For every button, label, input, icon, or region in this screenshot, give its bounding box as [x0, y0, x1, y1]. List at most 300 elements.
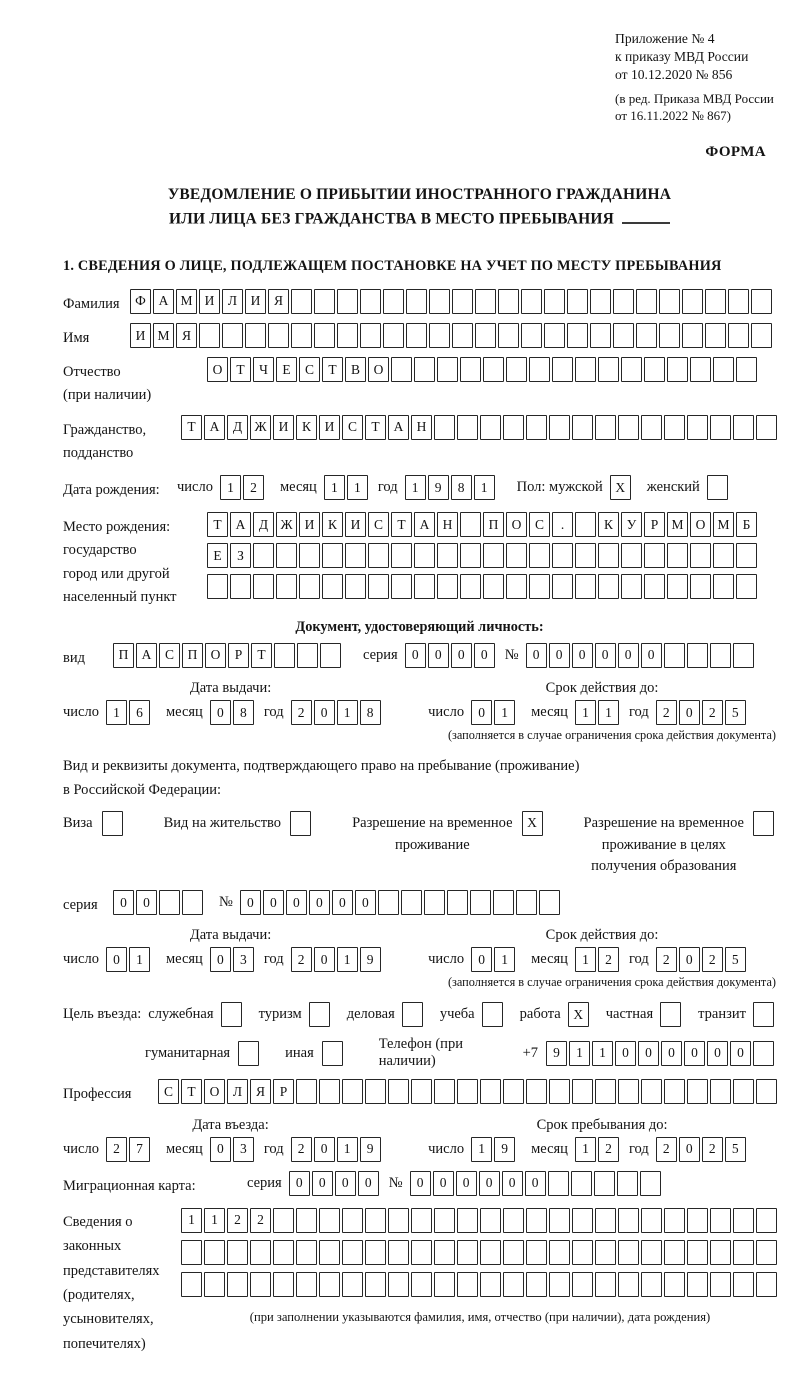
- char-box[interactable]: 8: [451, 475, 472, 500]
- char-box[interactable]: Е: [276, 357, 297, 382]
- char-box[interactable]: [575, 574, 596, 599]
- char-box[interactable]: 0: [679, 947, 700, 972]
- char-box[interactable]: Н: [411, 415, 432, 440]
- char-box[interactable]: 2: [291, 700, 312, 725]
- char-box[interactable]: [227, 1240, 248, 1265]
- char-box[interactable]: 8: [360, 700, 381, 725]
- char-box[interactable]: 0: [479, 1171, 500, 1196]
- char-box[interactable]: [365, 1240, 386, 1265]
- char-box[interactable]: [475, 289, 496, 314]
- char-box[interactable]: 0: [641, 643, 662, 668]
- purpose-humanitarian-checkbox[interactable]: [238, 1041, 259, 1066]
- char-box[interactable]: Ж: [250, 415, 271, 440]
- char-box[interactable]: [434, 1272, 455, 1297]
- char-box[interactable]: [457, 415, 478, 440]
- char-box[interactable]: Б: [736, 512, 757, 537]
- char-box[interactable]: [457, 1079, 478, 1104]
- char-box[interactable]: [598, 543, 619, 568]
- char-box[interactable]: [181, 1240, 202, 1265]
- char-box[interactable]: [659, 323, 680, 348]
- char-box[interactable]: [621, 357, 642, 382]
- char-box[interactable]: О: [368, 357, 389, 382]
- char-box[interactable]: 2: [291, 1137, 312, 1162]
- char-box[interactable]: 3: [233, 1137, 254, 1162]
- char-box[interactable]: 0: [679, 700, 700, 725]
- char-box[interactable]: [365, 1079, 386, 1104]
- char-box[interactable]: 0: [405, 643, 426, 668]
- char-box[interactable]: Я: [268, 289, 289, 314]
- char-box[interactable]: [437, 574, 458, 599]
- char-box[interactable]: [641, 1208, 662, 1233]
- char-box[interactable]: 0: [210, 1137, 231, 1162]
- char-box[interactable]: Ч: [253, 357, 274, 382]
- char-box[interactable]: 0: [471, 947, 492, 972]
- char-box[interactable]: [299, 543, 320, 568]
- char-box[interactable]: [457, 1240, 478, 1265]
- char-box[interactable]: [552, 574, 573, 599]
- char-box[interactable]: 0: [289, 1171, 310, 1196]
- char-box[interactable]: [414, 357, 435, 382]
- purpose-official-checkbox[interactable]: [221, 1002, 242, 1027]
- char-box[interactable]: 1: [324, 475, 345, 500]
- char-box[interactable]: [529, 543, 550, 568]
- char-box[interactable]: 0: [136, 890, 157, 915]
- char-box[interactable]: [728, 289, 749, 314]
- char-box[interactable]: [756, 1240, 777, 1265]
- char-box[interactable]: [401, 890, 422, 915]
- char-box[interactable]: [526, 1208, 547, 1233]
- char-box[interactable]: [503, 415, 524, 440]
- char-box[interactable]: [199, 323, 220, 348]
- char-box[interactable]: 9: [360, 947, 381, 972]
- char-box[interactable]: [733, 415, 754, 440]
- char-box[interactable]: 0: [312, 1171, 333, 1196]
- char-box[interactable]: [733, 1272, 754, 1297]
- char-box[interactable]: 2: [243, 475, 264, 500]
- char-box[interactable]: 2: [702, 1137, 723, 1162]
- char-box[interactable]: [391, 574, 412, 599]
- char-box[interactable]: 0: [471, 700, 492, 725]
- char-box[interactable]: И: [299, 512, 320, 537]
- char-box[interactable]: [664, 643, 685, 668]
- char-box[interactable]: [710, 1272, 731, 1297]
- char-box[interactable]: 0: [679, 1137, 700, 1162]
- char-box[interactable]: Т: [365, 415, 386, 440]
- purpose-work-checkbox[interactable]: X: [568, 1002, 589, 1027]
- char-box[interactable]: [480, 1240, 501, 1265]
- char-box[interactable]: У: [621, 512, 642, 537]
- char-box[interactable]: [572, 1079, 593, 1104]
- char-box[interactable]: [337, 323, 358, 348]
- temp-residence-checkbox[interactable]: X: [522, 811, 543, 836]
- char-box[interactable]: [207, 574, 228, 599]
- char-box[interactable]: [595, 1079, 616, 1104]
- char-box[interactable]: [460, 512, 481, 537]
- char-box[interactable]: [230, 574, 251, 599]
- char-box[interactable]: [296, 1079, 317, 1104]
- char-box[interactable]: [516, 890, 537, 915]
- char-box[interactable]: [521, 289, 542, 314]
- char-box[interactable]: [644, 357, 665, 382]
- char-box[interactable]: [447, 890, 468, 915]
- char-box[interactable]: [503, 1240, 524, 1265]
- char-box[interactable]: 0: [474, 643, 495, 668]
- char-box[interactable]: [498, 289, 519, 314]
- char-box[interactable]: [526, 1240, 547, 1265]
- char-box[interactable]: [480, 1272, 501, 1297]
- char-box[interactable]: [756, 1208, 777, 1233]
- char-box[interactable]: 0: [210, 947, 231, 972]
- char-box[interactable]: [644, 574, 665, 599]
- char-box[interactable]: Р: [273, 1079, 294, 1104]
- char-box[interactable]: [378, 890, 399, 915]
- char-box[interactable]: 9: [494, 1137, 515, 1162]
- char-box[interactable]: [342, 1079, 363, 1104]
- char-box[interactable]: [297, 643, 318, 668]
- char-box[interactable]: И: [319, 415, 340, 440]
- char-box[interactable]: 1: [337, 700, 358, 725]
- char-box[interactable]: [250, 1272, 271, 1297]
- char-box[interactable]: [613, 289, 634, 314]
- char-box[interactable]: П: [182, 643, 203, 668]
- char-box[interactable]: [710, 1240, 731, 1265]
- char-box[interactable]: [572, 1208, 593, 1233]
- char-box[interactable]: [342, 1272, 363, 1297]
- char-box[interactable]: [753, 1041, 774, 1066]
- char-box[interactable]: [429, 289, 450, 314]
- char-box[interactable]: [498, 323, 519, 348]
- char-box[interactable]: 1: [598, 700, 619, 725]
- char-box[interactable]: [480, 415, 501, 440]
- char-box[interactable]: [539, 890, 560, 915]
- char-box[interactable]: 2: [702, 947, 723, 972]
- char-box[interactable]: 0: [456, 1171, 477, 1196]
- char-box[interactable]: 0: [240, 890, 261, 915]
- char-box[interactable]: 5: [725, 700, 746, 725]
- visa-checkbox[interactable]: [102, 811, 123, 836]
- char-box[interactable]: [549, 415, 570, 440]
- char-box[interactable]: Т: [230, 357, 251, 382]
- char-box[interactable]: [273, 1272, 294, 1297]
- char-box[interactable]: Т: [391, 512, 412, 537]
- char-box[interactable]: [751, 289, 772, 314]
- char-box[interactable]: 0: [595, 643, 616, 668]
- char-box[interactable]: [664, 1079, 685, 1104]
- char-box[interactable]: [388, 1079, 409, 1104]
- char-box[interactable]: 0: [332, 890, 353, 915]
- char-box[interactable]: [414, 543, 435, 568]
- char-box[interactable]: [368, 574, 389, 599]
- char-box[interactable]: [549, 1079, 570, 1104]
- char-box[interactable]: 0: [286, 890, 307, 915]
- char-box[interactable]: [687, 1079, 708, 1104]
- char-box[interactable]: [713, 543, 734, 568]
- char-box[interactable]: [575, 512, 596, 537]
- char-box[interactable]: [641, 1272, 662, 1297]
- char-box[interactable]: 0: [549, 643, 570, 668]
- char-box[interactable]: [733, 1240, 754, 1265]
- char-box[interactable]: [575, 357, 596, 382]
- char-box[interactable]: [733, 1208, 754, 1233]
- char-box[interactable]: 1: [347, 475, 368, 500]
- char-box[interactable]: [687, 415, 708, 440]
- char-box[interactable]: [506, 543, 527, 568]
- char-box[interactable]: [751, 323, 772, 348]
- char-box[interactable]: 0: [451, 643, 472, 668]
- char-box[interactable]: [296, 1208, 317, 1233]
- char-box[interactable]: [424, 890, 445, 915]
- char-box[interactable]: 0: [730, 1041, 751, 1066]
- char-box[interactable]: М: [713, 512, 734, 537]
- char-box[interactable]: 1: [494, 947, 515, 972]
- char-box[interactable]: Е: [207, 543, 228, 568]
- char-box[interactable]: [434, 1208, 455, 1233]
- char-box[interactable]: С: [529, 512, 550, 537]
- char-box[interactable]: [296, 1272, 317, 1297]
- char-box[interactable]: [687, 643, 708, 668]
- char-box[interactable]: [360, 289, 381, 314]
- char-box[interactable]: [319, 1272, 340, 1297]
- char-box[interactable]: [526, 1272, 547, 1297]
- char-box[interactable]: [659, 289, 680, 314]
- char-box[interactable]: [736, 357, 757, 382]
- char-box[interactable]: 0: [638, 1041, 659, 1066]
- char-box[interactable]: [664, 1272, 685, 1297]
- char-box[interactable]: [636, 323, 657, 348]
- char-box[interactable]: [274, 643, 295, 668]
- char-box[interactable]: А: [230, 512, 251, 537]
- char-box[interactable]: [437, 357, 458, 382]
- purpose-other-checkbox[interactable]: [322, 1041, 343, 1066]
- char-box[interactable]: Ф: [130, 289, 151, 314]
- char-box[interactable]: 1: [474, 475, 495, 500]
- char-box[interactable]: [690, 574, 711, 599]
- char-box[interactable]: [320, 643, 341, 668]
- char-box[interactable]: 0: [684, 1041, 705, 1066]
- char-box[interactable]: [406, 323, 427, 348]
- char-box[interactable]: [411, 1208, 432, 1233]
- char-box[interactable]: [268, 323, 289, 348]
- char-box[interactable]: 5: [725, 1137, 746, 1162]
- char-box[interactable]: [595, 1240, 616, 1265]
- char-box[interactable]: [345, 574, 366, 599]
- char-box[interactable]: [618, 1208, 639, 1233]
- char-box[interactable]: Т: [322, 357, 343, 382]
- char-box[interactable]: [544, 289, 565, 314]
- char-box[interactable]: [460, 574, 481, 599]
- char-box[interactable]: З: [230, 543, 251, 568]
- sex-female-checkbox[interactable]: [707, 475, 728, 500]
- char-box[interactable]: [291, 323, 312, 348]
- char-box[interactable]: С: [368, 512, 389, 537]
- char-box[interactable]: [483, 357, 504, 382]
- char-box[interactable]: [664, 1208, 685, 1233]
- purpose-private-checkbox[interactable]: [660, 1002, 681, 1027]
- char-box[interactable]: 0: [106, 947, 127, 972]
- char-box[interactable]: 1: [575, 700, 596, 725]
- char-box[interactable]: [552, 357, 573, 382]
- char-box[interactable]: [296, 1240, 317, 1265]
- char-box[interactable]: 1: [471, 1137, 492, 1162]
- char-box[interactable]: 0: [358, 1171, 379, 1196]
- char-box[interactable]: [713, 574, 734, 599]
- char-box[interactable]: [411, 1079, 432, 1104]
- char-box[interactable]: [460, 357, 481, 382]
- char-box[interactable]: [503, 1272, 524, 1297]
- char-box[interactable]: [319, 1079, 340, 1104]
- char-box[interactable]: [618, 1240, 639, 1265]
- char-box[interactable]: 2: [598, 1137, 619, 1162]
- char-box[interactable]: [273, 1208, 294, 1233]
- char-box[interactable]: 2: [291, 947, 312, 972]
- char-box[interactable]: 9: [546, 1041, 567, 1066]
- char-box[interactable]: [641, 1240, 662, 1265]
- char-box[interactable]: [549, 1240, 570, 1265]
- char-box[interactable]: Н: [437, 512, 458, 537]
- purpose-transit-checkbox[interactable]: [753, 1002, 774, 1027]
- char-box[interactable]: С: [342, 415, 363, 440]
- char-box[interactable]: [276, 543, 297, 568]
- char-box[interactable]: [733, 1079, 754, 1104]
- char-box[interactable]: [590, 323, 611, 348]
- char-box[interactable]: [253, 543, 274, 568]
- char-box[interactable]: [756, 1272, 777, 1297]
- char-box[interactable]: [710, 1079, 731, 1104]
- char-box[interactable]: [345, 543, 366, 568]
- char-box[interactable]: [667, 574, 688, 599]
- char-box[interactable]: 9: [360, 1137, 381, 1162]
- char-box[interactable]: [572, 1240, 593, 1265]
- char-box[interactable]: [618, 1079, 639, 1104]
- char-box[interactable]: [713, 357, 734, 382]
- char-box[interactable]: [687, 1272, 708, 1297]
- char-box[interactable]: Т: [251, 643, 272, 668]
- char-box[interactable]: [383, 289, 404, 314]
- char-box[interactable]: Л: [222, 289, 243, 314]
- char-box[interactable]: 1: [337, 947, 358, 972]
- char-box[interactable]: [204, 1240, 225, 1265]
- char-box[interactable]: 2: [656, 700, 677, 725]
- char-box[interactable]: 1: [204, 1208, 225, 1233]
- char-box[interactable]: И: [130, 323, 151, 348]
- char-box[interactable]: О: [207, 357, 228, 382]
- char-box[interactable]: [411, 1272, 432, 1297]
- char-box[interactable]: С: [158, 1079, 179, 1104]
- char-box[interactable]: [457, 1208, 478, 1233]
- char-box[interactable]: 1: [592, 1041, 613, 1066]
- char-box[interactable]: [452, 289, 473, 314]
- char-box[interactable]: [710, 1208, 731, 1233]
- char-box[interactable]: А: [414, 512, 435, 537]
- char-box[interactable]: [276, 574, 297, 599]
- char-box[interactable]: [434, 415, 455, 440]
- char-box[interactable]: [391, 357, 412, 382]
- char-box[interactable]: [222, 323, 243, 348]
- char-box[interactable]: [548, 1171, 569, 1196]
- char-box[interactable]: 1: [575, 1137, 596, 1162]
- char-box[interactable]: [411, 1240, 432, 1265]
- char-box[interactable]: 1: [405, 475, 426, 500]
- char-box[interactable]: [687, 1240, 708, 1265]
- char-box[interactable]: [664, 415, 685, 440]
- char-box[interactable]: 0: [707, 1041, 728, 1066]
- char-box[interactable]: [572, 415, 593, 440]
- char-box[interactable]: [549, 1272, 570, 1297]
- char-box[interactable]: Р: [644, 512, 665, 537]
- char-box[interactable]: [621, 574, 642, 599]
- char-box[interactable]: [641, 415, 662, 440]
- char-box[interactable]: [590, 289, 611, 314]
- char-box[interactable]: А: [136, 643, 157, 668]
- char-box[interactable]: [618, 1272, 639, 1297]
- char-box[interactable]: Я: [250, 1079, 271, 1104]
- char-box[interactable]: [414, 574, 435, 599]
- purpose-business-checkbox[interactable]: [402, 1002, 423, 1027]
- char-box[interactable]: [429, 323, 450, 348]
- char-box[interactable]: 0: [502, 1171, 523, 1196]
- char-box[interactable]: [182, 890, 203, 915]
- char-box[interactable]: С: [159, 643, 180, 668]
- char-box[interactable]: 0: [428, 643, 449, 668]
- char-box[interactable]: [598, 357, 619, 382]
- char-box[interactable]: [503, 1208, 524, 1233]
- char-box[interactable]: 0: [433, 1171, 454, 1196]
- char-box[interactable]: 1: [220, 475, 241, 500]
- char-box[interactable]: 0: [113, 890, 134, 915]
- char-box[interactable]: К: [598, 512, 619, 537]
- char-box[interactable]: М: [153, 323, 174, 348]
- char-box[interactable]: [756, 415, 777, 440]
- char-box[interactable]: [457, 1272, 478, 1297]
- char-box[interactable]: [388, 1272, 409, 1297]
- char-box[interactable]: [337, 289, 358, 314]
- char-box[interactable]: [617, 1171, 638, 1196]
- char-box[interactable]: П: [113, 643, 134, 668]
- char-box[interactable]: 2: [702, 700, 723, 725]
- char-box[interactable]: [667, 543, 688, 568]
- char-box[interactable]: 0: [210, 700, 231, 725]
- char-box[interactable]: 0: [526, 643, 547, 668]
- char-box[interactable]: [253, 574, 274, 599]
- char-box[interactable]: [621, 543, 642, 568]
- temp-residence-education-checkbox[interactable]: [753, 811, 774, 836]
- char-box[interactable]: 0: [263, 890, 284, 915]
- char-box[interactable]: О: [690, 512, 711, 537]
- char-box[interactable]: [480, 1079, 501, 1104]
- char-box[interactable]: [470, 890, 491, 915]
- char-box[interactable]: [437, 543, 458, 568]
- char-box[interactable]: 1: [181, 1208, 202, 1233]
- char-box[interactable]: К: [322, 512, 343, 537]
- char-box[interactable]: 1: [575, 947, 596, 972]
- char-box[interactable]: [549, 1208, 570, 1233]
- char-box[interactable]: [314, 323, 335, 348]
- char-box[interactable]: [365, 1272, 386, 1297]
- char-box[interactable]: [572, 1272, 593, 1297]
- char-box[interactable]: [736, 574, 757, 599]
- char-box[interactable]: [360, 323, 381, 348]
- char-box[interactable]: [322, 543, 343, 568]
- char-box[interactable]: 2: [598, 947, 619, 972]
- char-box[interactable]: 1: [569, 1041, 590, 1066]
- purpose-study-checkbox[interactable]: [482, 1002, 503, 1027]
- char-box[interactable]: К: [296, 415, 317, 440]
- char-box[interactable]: [567, 289, 588, 314]
- char-box[interactable]: [480, 1208, 501, 1233]
- char-box[interactable]: [552, 543, 573, 568]
- char-box[interactable]: [291, 289, 312, 314]
- char-box[interactable]: [571, 1171, 592, 1196]
